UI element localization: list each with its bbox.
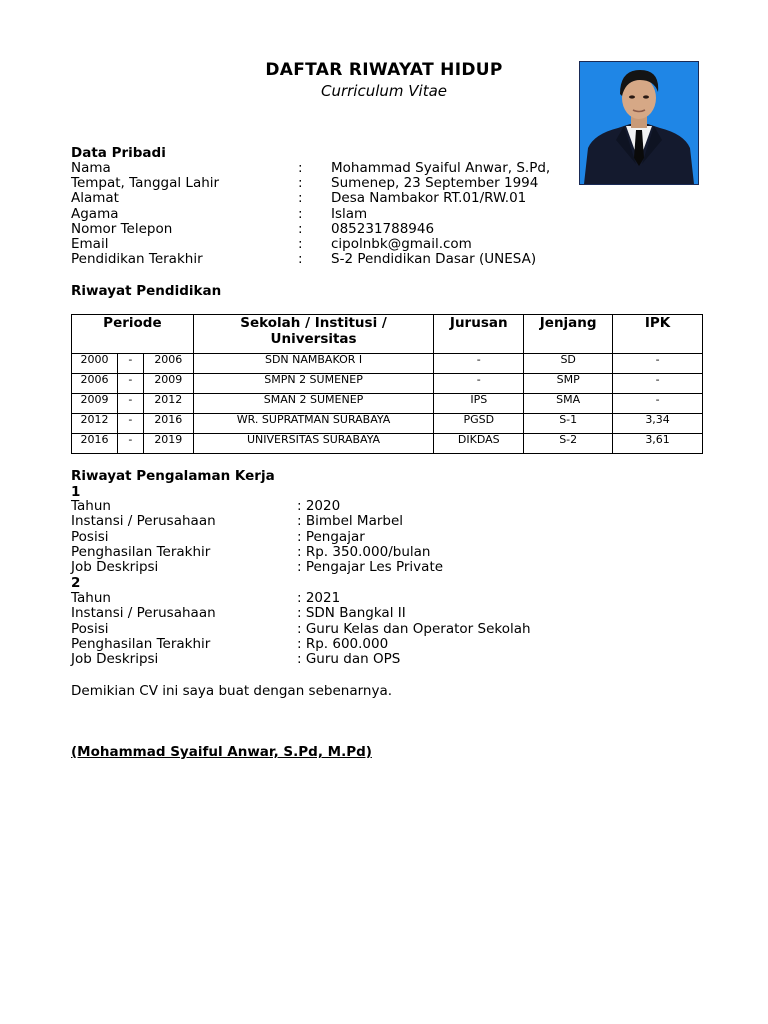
- job-label: Penghasilan Terakhir: [71, 544, 211, 560]
- cell-separator: -: [117, 394, 143, 414]
- cell-level: S-2: [524, 434, 613, 454]
- personal-colon: :: [298, 190, 303, 206]
- cell-school: WR. SUPRATMAN SURABAYA: [193, 414, 434, 434]
- column-header-gpa: IPK: [613, 315, 703, 354]
- job-label: Instansi / Perusahaan: [71, 605, 216, 621]
- cell-school: SMPN 2 SUMENEP: [193, 374, 434, 394]
- job-value: : Rp. 350.000/bulan: [297, 544, 431, 560]
- job-value: : Guru dan OPS: [297, 651, 401, 667]
- cell-major: -: [434, 374, 524, 394]
- cell-separator: -: [117, 354, 143, 374]
- personal-label: Nama: [71, 160, 111, 176]
- personal-value: 085231788946: [331, 221, 435, 237]
- cell-major: DIKDAS: [434, 434, 524, 454]
- job-label: Job Deskripsi: [71, 651, 159, 667]
- job-number: 1: [71, 484, 81, 500]
- cell-major: -: [434, 354, 524, 374]
- table-row: [72, 354, 703, 374]
- cell-level: S-1: [524, 414, 613, 434]
- personal-data-heading: Data Pribadi: [71, 145, 166, 161]
- personal-colon: :: [298, 251, 303, 267]
- job-value: : Pengajar: [297, 529, 365, 545]
- cell-level: SD: [524, 354, 613, 374]
- column-header-major: Jurusan: [434, 315, 524, 354]
- personal-value: Sumenep, 23 September 1994: [331, 175, 539, 191]
- cell-start-year: 2009: [72, 394, 118, 414]
- personal-colon: :: [298, 221, 303, 237]
- column-header-institution-line2: Universitas: [270, 331, 357, 347]
- job-value: : SDN Bangkal II: [297, 605, 406, 621]
- education-header-row: [72, 315, 703, 354]
- cell-school: UNIVERSITAS SURABAYA: [193, 434, 434, 454]
- personal-label: Agama: [71, 206, 119, 222]
- table-row: [72, 394, 703, 414]
- personal-label: Nomor Telepon: [71, 221, 173, 237]
- cell-major: IPS: [434, 394, 524, 414]
- table-row: [72, 434, 703, 454]
- job-value: : Bimbel Marbel: [297, 513, 404, 529]
- personal-label: Email: [71, 236, 109, 252]
- cell-separator: -: [117, 374, 143, 394]
- profile-photo: [579, 61, 699, 185]
- personal-value: Desa Nambakor RT.01/RW.01: [331, 190, 527, 206]
- personal-label: Pendidikan Terakhir: [71, 251, 203, 267]
- cell-end-year: 2019: [143, 434, 193, 454]
- job-label: Tahun: [71, 498, 111, 514]
- cell-gpa: 3,61: [613, 434, 703, 454]
- cell-gpa: 3,34: [613, 414, 703, 434]
- cell-separator: -: [117, 434, 143, 454]
- table-row: [72, 374, 703, 394]
- cell-start-year: 2000: [72, 354, 118, 374]
- education-table: [71, 314, 703, 454]
- cell-school: SMAN 2 SUMENEP: [193, 394, 434, 414]
- cell-gpa: -: [613, 394, 703, 414]
- cell-major: PGSD: [434, 414, 524, 434]
- cell-end-year: 2012: [143, 394, 193, 414]
- column-header-institution-line1: Sekolah / Institusi /: [240, 315, 387, 331]
- personal-label: Alamat: [71, 190, 119, 206]
- personal-value: S-2 Pendidikan Dasar (UNESA): [331, 251, 537, 267]
- personal-colon: :: [298, 236, 303, 252]
- column-header-level: Jenjang: [524, 315, 613, 354]
- cell-level: SMA: [524, 394, 613, 414]
- cell-separator: -: [117, 414, 143, 434]
- personal-label: Tempat, Tanggal Lahir: [71, 175, 220, 191]
- personal-colon: :: [298, 206, 303, 222]
- job-label: Tahun: [71, 590, 111, 606]
- table-row: [72, 414, 703, 434]
- cell-end-year: 2016: [143, 414, 193, 434]
- job-value: : 2021: [297, 590, 341, 606]
- personal-value: Islam: [331, 206, 368, 222]
- job-value: : Pengajar Les Private: [297, 559, 444, 575]
- cell-end-year: 2009: [143, 374, 193, 394]
- profile-photo-image: [580, 62, 698, 184]
- personal-value: cipolnbk@gmail.com: [331, 236, 472, 252]
- document-subtitle: Curriculum Vitae: [320, 82, 448, 100]
- job-label: Job Deskripsi: [71, 559, 159, 575]
- personal-value: Mohammad Syaiful Anwar, S.Pd,: [331, 160, 551, 176]
- cell-end-year: 2006: [143, 354, 193, 374]
- cell-gpa: -: [613, 354, 703, 374]
- column-header-period: Periode: [72, 315, 194, 354]
- job-value: : 2020: [297, 498, 341, 514]
- cell-start-year: 2006: [72, 374, 118, 394]
- column-header-institution: [193, 315, 434, 354]
- job-label: Posisi: [71, 529, 109, 545]
- cell-gpa: -: [613, 374, 703, 394]
- cell-level: SMP: [524, 374, 613, 394]
- job-label: Penghasilan Terakhir: [71, 636, 211, 652]
- cell-school: SDN NAMBAKOR I: [193, 354, 434, 374]
- education-heading: Riwayat Pendidikan: [71, 283, 222, 299]
- job-number: 2: [71, 575, 81, 591]
- document-title: DAFTAR RIWAYAT HIDUP: [265, 60, 503, 80]
- job-value: : Guru Kelas dan Operator Sekolah: [297, 621, 531, 637]
- job-label: Instansi / Perusahaan: [71, 513, 216, 529]
- job-label: Posisi: [71, 621, 109, 637]
- personal-colon: :: [298, 175, 303, 191]
- closing-statement: Demikian CV ini saya buat dengan sebenarnya.: [71, 683, 393, 699]
- work-heading: Riwayat Pengalaman Kerja: [71, 468, 275, 484]
- signature-name: (Mohammad Syaiful Anwar, S.Pd, M.Pd): [71, 744, 372, 760]
- job-value: : Rp. 600.000: [297, 636, 389, 652]
- personal-colon: :: [298, 160, 303, 176]
- cell-start-year: 2016: [72, 434, 118, 454]
- cell-start-year: 2012: [72, 414, 118, 434]
